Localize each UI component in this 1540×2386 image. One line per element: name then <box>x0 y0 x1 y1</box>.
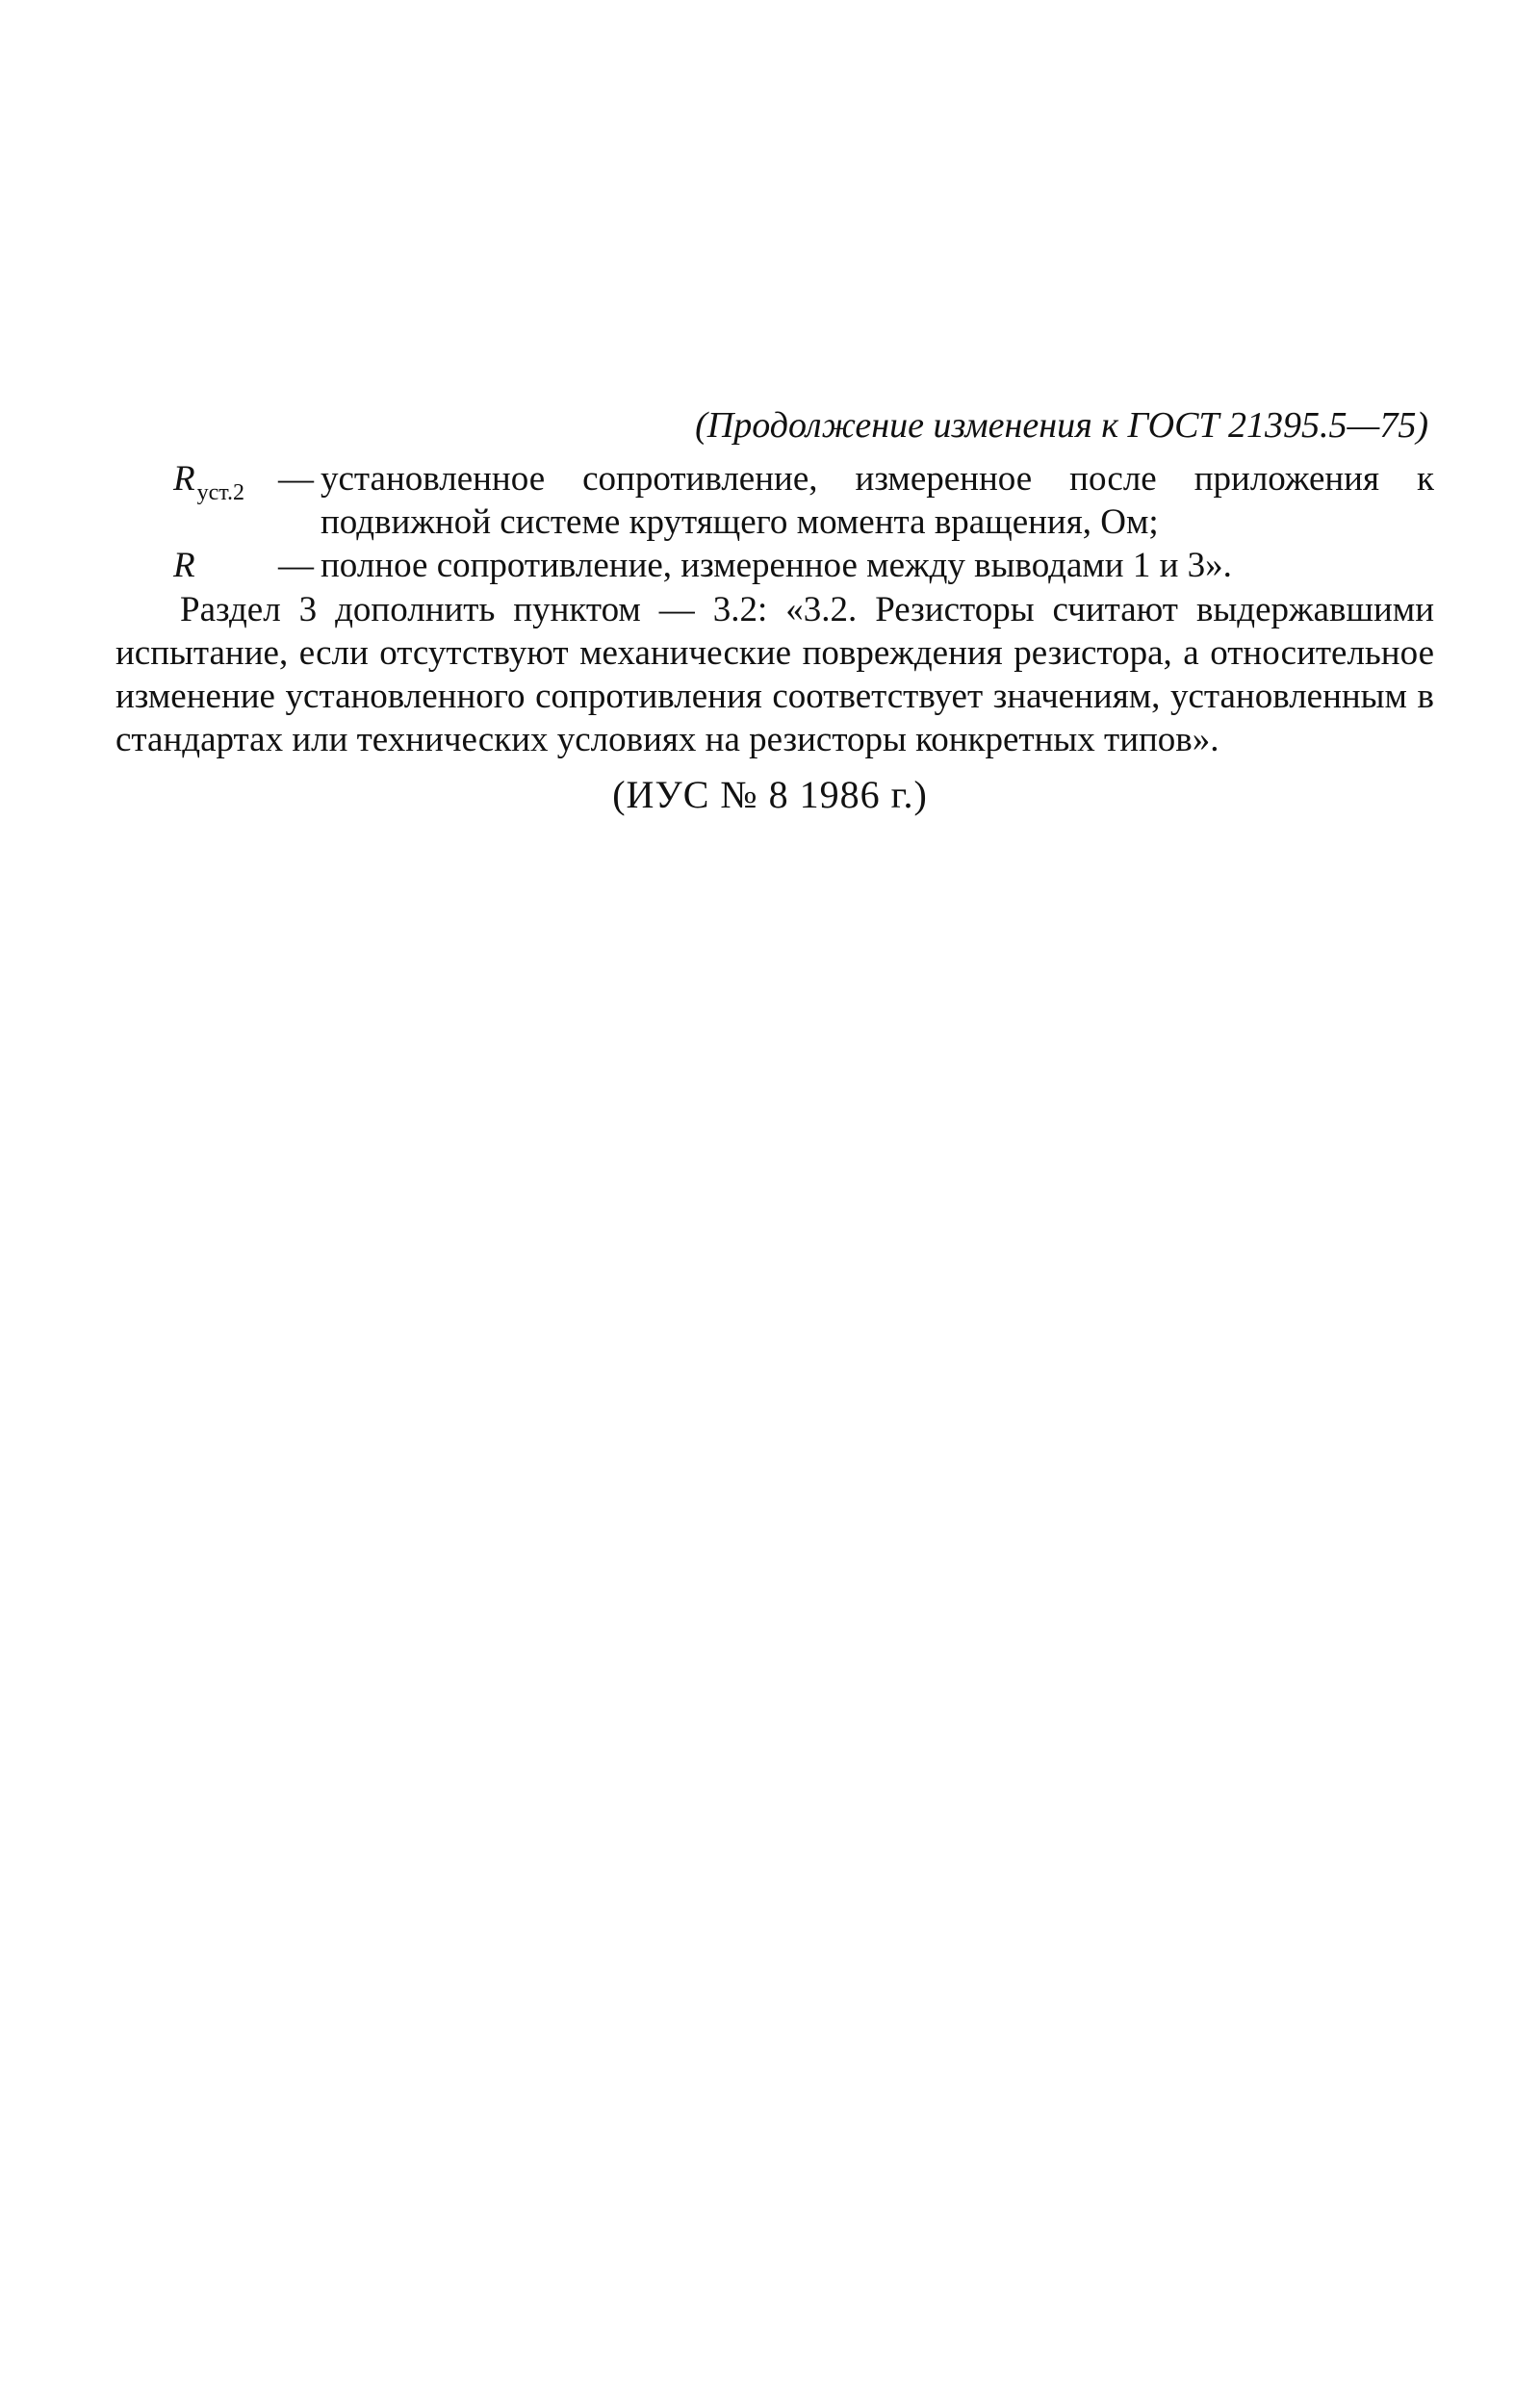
definition-r-ust2 <box>116 458 1434 545</box>
definition-line-2: подвижной системе крутящего момента вращения, Ом; <box>321 501 1159 542</box>
definition-dash: — <box>278 545 314 585</box>
symbol-r: R <box>173 458 195 499</box>
definition-dash: — <box>278 458 314 499</box>
source-reference: (ИУС № 8 1986 г.) <box>612 773 928 816</box>
section-3-amendment-paragraph: Раздел 3 дополнить пунктом — 3.2: «3.2. Резисторы считают выдержавшими испытание, если отсутствуют механические повреждения резистора, а относительное изменение установленного сопротивления соответствует значениям, установленным в стандартах или технических условиях на резисторы конкретных типов». <box>116 590 1434 759</box>
definition-text <box>321 458 1434 545</box>
definition-symbol <box>116 458 274 505</box>
symbol-r: R <box>173 545 195 585</box>
definition-text: полное сопротивление, измеренное между выводами 1 и 3». <box>321 545 1232 585</box>
definition-symbol <box>116 545 274 588</box>
definition-line-1: установленное сопротивление, измеренное после приложения к <box>321 458 1434 499</box>
continuation-header: (Продолжение изменения к ГОСТ 21395.5—75) <box>695 405 1428 446</box>
document-body <box>116 404 1434 761</box>
definition-r <box>116 545 1434 588</box>
symbol-subscript: уст.2 <box>196 479 244 505</box>
